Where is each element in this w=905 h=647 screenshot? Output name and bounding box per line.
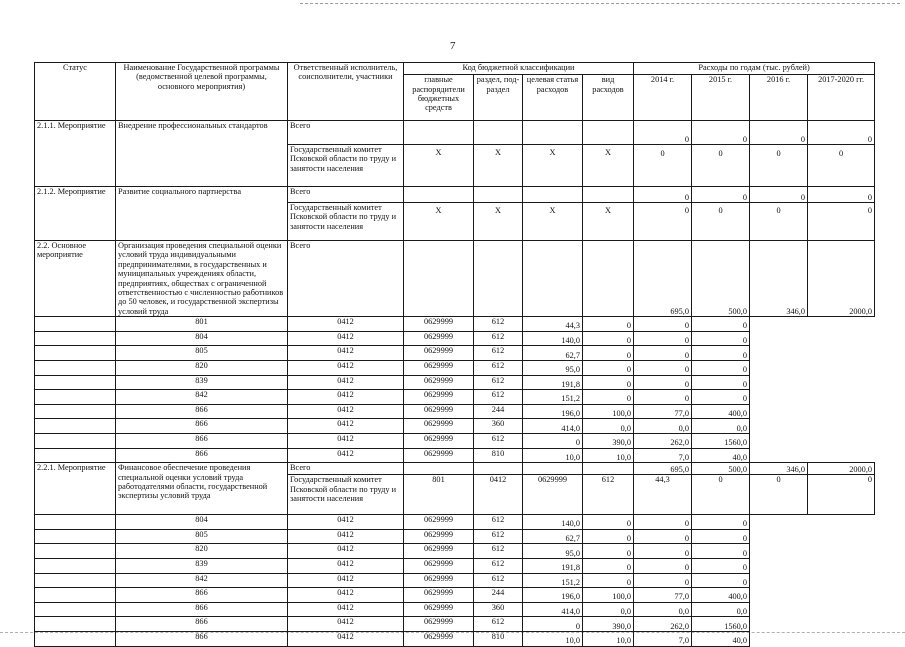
- cell-2016: 0: [634, 529, 692, 544]
- block-221: [35, 463, 875, 515]
- table-row: [35, 588, 875, 603]
- cell-expense-type: 612: [474, 558, 523, 573]
- col-target-item-header: целевая статья расходов: [523, 75, 583, 121]
- row-responsible: [35, 419, 116, 434]
- cell-2015: 0: [692, 187, 750, 203]
- cell-2015: 0: [583, 317, 634, 332]
- col-status-header: Статус: [35, 63, 116, 121]
- cell-section: 0412: [288, 390, 404, 405]
- cell-2014: 196,0: [523, 588, 583, 603]
- cell-2016: 0: [634, 558, 692, 573]
- cell-2015: 500,0: [692, 241, 750, 317]
- cell-chief-admin: 866: [116, 602, 288, 617]
- cell-expense-type: 612: [474, 361, 523, 376]
- cell-2017: 0: [692, 529, 750, 544]
- cell-2015: 0,0: [583, 602, 634, 617]
- cell-target-item: 0629999: [404, 558, 474, 573]
- col-expenses-header: Расходы по годам (тыс. рублей): [634, 63, 875, 75]
- cell-expense-type: 612: [474, 544, 523, 559]
- cell-expense-type: 810: [474, 448, 523, 463]
- row-responsible: [35, 448, 116, 463]
- col-responsible-header: Ответственный исполнитель, соисполнители, участники: [288, 63, 404, 121]
- cell-2014: 191,8: [523, 375, 583, 390]
- cell-2014: 44,3: [634, 475, 692, 515]
- cell-section: 0412: [288, 419, 404, 434]
- cell-2016: 0: [634, 331, 692, 346]
- cell-2015: 0: [583, 544, 634, 559]
- table-row: [35, 346, 875, 361]
- cell-target-item: 0629999: [404, 317, 474, 332]
- cell-expense-type: 244: [474, 588, 523, 603]
- cell-target-item: 0629999: [404, 434, 474, 449]
- cell-expense-type: 612: [583, 475, 634, 515]
- cell-chief-admin: 866: [116, 631, 288, 646]
- cell-2017: 0: [692, 346, 750, 361]
- cell-2016: 0: [634, 390, 692, 405]
- cell-2017: 0: [692, 375, 750, 390]
- cell-2017: 400,0: [692, 588, 750, 603]
- row-responsible: [35, 602, 116, 617]
- cell-target-item: 0629999: [404, 529, 474, 544]
- cell-2014: 95,0: [523, 544, 583, 559]
- block-22-rows: [35, 317, 875, 463]
- col-budget-code-header: Код бюджетной классификации: [404, 63, 634, 75]
- cell-2016: 0: [750, 203, 808, 241]
- cell-2017: 0: [692, 544, 750, 559]
- cell-section: 0412: [288, 631, 404, 646]
- cell-chief-admin: 820: [116, 544, 288, 559]
- cell-expense-type: 612: [474, 617, 523, 632]
- table-row: [35, 558, 875, 573]
- cell-section: 0412: [474, 475, 523, 515]
- cell-expense-type: 612: [474, 434, 523, 449]
- row-responsible: [35, 515, 116, 530]
- cell-2014: 414,0: [523, 419, 583, 434]
- block-221-rows: [35, 515, 875, 646]
- cell-chief-admin: 866: [116, 448, 288, 463]
- cell-2015: 0: [583, 375, 634, 390]
- cell-expense-type: 360: [474, 602, 523, 617]
- cell-2017: 0: [692, 361, 750, 376]
- row-responsible: Всего: [288, 187, 404, 203]
- cell-section: 0412: [288, 375, 404, 390]
- cell-2014: 10,0: [523, 448, 583, 463]
- cell-2014: 0: [634, 203, 692, 241]
- cell-expense-type: 360: [474, 419, 523, 434]
- cell-target-item: 0629999: [404, 617, 474, 632]
- cell-2015: 0: [583, 573, 634, 588]
- cell-target-item: 0629999: [404, 588, 474, 603]
- cell-target-item: 0629999: [404, 346, 474, 361]
- cell-section: 0412: [288, 434, 404, 449]
- cell-chief-admin: 804: [116, 515, 288, 530]
- cell-expense-type: 612: [474, 390, 523, 405]
- row-responsible: [35, 390, 116, 405]
- header-row-1: [35, 63, 875, 75]
- cell-2014: 695,0: [634, 463, 692, 475]
- cell-2017: 0: [692, 390, 750, 405]
- cell-2014: 0: [634, 187, 692, 203]
- row-responsible: [35, 404, 116, 419]
- cell-2014: 0: [634, 145, 692, 187]
- cell-2014: 196,0: [523, 404, 583, 419]
- cell-2017: 0: [692, 515, 750, 530]
- cell-2014: 695,0: [634, 241, 692, 317]
- row-responsible: Всего: [288, 463, 404, 475]
- cell-2016: 77,0: [634, 404, 692, 419]
- cell-2015: 0: [583, 346, 634, 361]
- cell-2014: 62,7: [523, 529, 583, 544]
- cell-section: 0412: [288, 573, 404, 588]
- row-responsible: [35, 617, 116, 632]
- cell-section: Х: [474, 203, 523, 241]
- cell-2017: 1560,0: [692, 617, 750, 632]
- cell-chief-admin: 804: [116, 331, 288, 346]
- cell-2016: 0: [750, 475, 808, 515]
- cell-2014: 140,0: [523, 331, 583, 346]
- cell-section: 0412: [288, 331, 404, 346]
- cell-2014: 0: [634, 121, 692, 145]
- table-row: [35, 515, 875, 530]
- cell-chief-admin: 805: [116, 529, 288, 544]
- table-row: [35, 241, 875, 317]
- table-row: [35, 419, 875, 434]
- cell-2015: 0: [692, 121, 750, 145]
- cell-2017: 2000,0: [808, 463, 875, 475]
- table-row: [35, 375, 875, 390]
- cell-section: 0412: [288, 317, 404, 332]
- cell-2014: 191,8: [523, 558, 583, 573]
- cell-2016: 0,0: [634, 602, 692, 617]
- table-row: [35, 121, 875, 145]
- table-row: [35, 463, 875, 475]
- cell-2017: 0,0: [692, 419, 750, 434]
- cell-chief-admin: 801: [116, 317, 288, 332]
- cell-section: 0412: [288, 448, 404, 463]
- cell-2015: 0: [583, 558, 634, 573]
- cell-chief-admin: 866: [116, 419, 288, 434]
- table-row: [35, 434, 875, 449]
- row-responsible: [35, 317, 116, 332]
- col-chief-admin-header: главные распорядители бюджетных средств: [404, 75, 474, 121]
- cell-2015: 500,0: [692, 463, 750, 475]
- cell-target-item: 0629999: [404, 331, 474, 346]
- table-row: [35, 573, 875, 588]
- page-number: 7: [450, 40, 456, 52]
- cell-2015: 0: [692, 203, 750, 241]
- cell-section: 0412: [288, 346, 404, 361]
- cell-chief-admin: 805: [116, 346, 288, 361]
- cell-expense-type: Х: [583, 145, 634, 187]
- scan-edge-top: [300, 3, 900, 4]
- cell-expense-type: 612: [474, 375, 523, 390]
- col-2014-header: 2014 г.: [634, 75, 692, 121]
- cell-2014: 414,0: [523, 602, 583, 617]
- cell-2017: 0: [808, 187, 875, 203]
- row-responsible: [35, 434, 116, 449]
- cell-2017: 0: [692, 558, 750, 573]
- cell-expense-type: 244: [474, 404, 523, 419]
- row-responsible: [35, 588, 116, 603]
- cell-2015: 100,0: [583, 404, 634, 419]
- cell-2016: 0: [750, 145, 808, 187]
- row-status: 2.1.2. Мероприятие: [35, 187, 116, 241]
- cell-section: 0412: [288, 602, 404, 617]
- cell-expense-type: 612: [474, 529, 523, 544]
- cell-2017: 0: [808, 475, 875, 515]
- cell-2015: 0: [583, 361, 634, 376]
- cell-expense-type: 810: [474, 631, 523, 646]
- cell-2014: 0: [523, 617, 583, 632]
- table-row: [35, 617, 875, 632]
- cell-target-item: 0629999: [404, 602, 474, 617]
- row-responsible: [35, 631, 116, 646]
- cell-2017: 40,0: [692, 631, 750, 646]
- row-name: Финансовое обеспечение проведения специальной оценки условий труда работодателями области, государственной экспертизы условий труда: [116, 463, 288, 515]
- cell-section: 0412: [288, 529, 404, 544]
- cell-chief-admin: 866: [116, 588, 288, 603]
- cell-section: 0412: [288, 361, 404, 376]
- cell-2017: 400,0: [692, 404, 750, 419]
- table-row: [35, 390, 875, 405]
- cell-chief-admin: 842: [116, 390, 288, 405]
- cell-section: 0412: [288, 588, 404, 603]
- cell-2016: 0: [750, 121, 808, 145]
- cell-2016: 0: [634, 375, 692, 390]
- cell-2017: 0: [808, 203, 875, 241]
- table-row: [35, 361, 875, 376]
- cell-2014: 62,7: [523, 346, 583, 361]
- cell-target-item: 0629999: [404, 631, 474, 646]
- cell-2016: 262,0: [634, 617, 692, 632]
- cell-section: 0412: [288, 404, 404, 419]
- cell-2015: 10,0: [583, 448, 634, 463]
- row-responsible: [35, 558, 116, 573]
- cell-section: 0412: [288, 617, 404, 632]
- table-row: [35, 404, 875, 419]
- cell-2016: 0: [750, 187, 808, 203]
- cell-target-item: 0629999: [523, 475, 583, 515]
- cell-2016: 0: [634, 515, 692, 530]
- cell-expense-type: 612: [474, 573, 523, 588]
- row-status: 2.2.1. Мероприятие: [35, 463, 116, 515]
- cell-2016: 0: [634, 544, 692, 559]
- cell-target-item: Х: [523, 145, 583, 187]
- cell-2015: 0: [583, 331, 634, 346]
- cell-section: Х: [474, 145, 523, 187]
- cell-expense-type: 612: [474, 331, 523, 346]
- cell-target-item: 0629999: [404, 515, 474, 530]
- table-row: [35, 448, 875, 463]
- row-responsible: [35, 544, 116, 559]
- table-row: [35, 331, 875, 346]
- cell-2017: 0: [808, 121, 875, 145]
- cell-target-item: Х: [523, 203, 583, 241]
- cell-2014: 44,3: [523, 317, 583, 332]
- cell-section: 0412: [288, 544, 404, 559]
- cell-2015: 0: [692, 145, 750, 187]
- cell-2014: 151,2: [523, 573, 583, 588]
- col-2017-header: 2017-2020 гг.: [808, 75, 875, 121]
- cell-2017: 0: [692, 573, 750, 588]
- row-name: Внедрение профессиональных стандартов: [116, 121, 288, 187]
- table-row: [35, 602, 875, 617]
- cell-2017: 2000,0: [808, 241, 875, 317]
- cell-2015: 0: [583, 529, 634, 544]
- cell-2015: 0,0: [583, 419, 634, 434]
- cell-2016: 0: [634, 346, 692, 361]
- cell-2016: 0: [634, 317, 692, 332]
- cell-chief-admin: 842: [116, 573, 288, 588]
- cell-2017: 0,0: [692, 602, 750, 617]
- row-responsible: [35, 361, 116, 376]
- cell-2016: 77,0: [634, 588, 692, 603]
- cell-2014: 95,0: [523, 361, 583, 376]
- row-responsible: [35, 346, 116, 361]
- cell-2014: 10,0: [523, 631, 583, 646]
- col-section-header: раздел, под-раздел: [474, 75, 523, 121]
- cell-2014: 0: [523, 434, 583, 449]
- row-responsible: Всего: [288, 241, 404, 317]
- cell-2017: 0: [808, 145, 875, 187]
- cell-target-item: 0629999: [404, 544, 474, 559]
- table-row: [35, 529, 875, 544]
- cell-target-item: 0629999: [404, 390, 474, 405]
- col-2015-header: 2015 г.: [692, 75, 750, 121]
- cell-chief-admin: 801: [404, 475, 474, 515]
- cell-2016: 0,0: [634, 419, 692, 434]
- col-expense-type-header: вид расходов: [583, 75, 634, 121]
- row-status: 2.2. Основное мероприятие: [35, 241, 116, 317]
- cell-target-item: 0629999: [404, 448, 474, 463]
- table-row: [35, 631, 875, 646]
- table-row: [35, 187, 875, 203]
- cell-target-item: 0629999: [404, 419, 474, 434]
- row-name: Организация проведения специальной оценки условий труда индивидуальными предпринимателями, в государственных и муниципальных учреждениях области, предприятиях, обществах с ограниченной ответственностью с численностью работников до 50 человек, и государственной экспертизы условий труда: [116, 241, 288, 317]
- cell-2016: 346,0: [750, 463, 808, 475]
- table-row: [35, 317, 875, 332]
- cell-2015: 0: [692, 475, 750, 515]
- cell-2014: 140,0: [523, 515, 583, 530]
- cell-chief-admin: Х: [404, 145, 474, 187]
- cell-chief-admin: 839: [116, 558, 288, 573]
- cell-target-item: 0629999: [404, 375, 474, 390]
- cell-chief-admin: 866: [116, 404, 288, 419]
- cell-2017: 0: [692, 331, 750, 346]
- cell-target-item: 0629999: [404, 573, 474, 588]
- cell-2016: 7,0: [634, 448, 692, 463]
- cell-chief-admin: 839: [116, 375, 288, 390]
- cell-2016: 346,0: [750, 241, 808, 317]
- cell-target-item: 0629999: [404, 404, 474, 419]
- cell-2017: 0: [692, 317, 750, 332]
- cell-target-item: 0629999: [404, 361, 474, 376]
- cell-expense-type: Х: [583, 203, 634, 241]
- row-responsible: Государственный комитет Псковской области по труду и занятости населения: [288, 203, 404, 241]
- cell-2014: 151,2: [523, 390, 583, 405]
- table-row: [35, 544, 875, 559]
- col-2016-header: 2016 г.: [750, 75, 808, 121]
- col-name-header: Наименование Государственной программы (ведомственной целевой программы, основного мероприятия): [116, 63, 288, 121]
- row-name: Развитие социального партнерства: [116, 187, 288, 241]
- cell-section: 0412: [288, 515, 404, 530]
- cell-chief-admin: 820: [116, 361, 288, 376]
- row-responsible: [35, 331, 116, 346]
- cell-expense-type: 612: [474, 515, 523, 530]
- cell-2015: 390,0: [583, 434, 634, 449]
- cell-2017: 1560,0: [692, 434, 750, 449]
- cell-section: 0412: [288, 558, 404, 573]
- budget-table: [34, 62, 875, 647]
- cell-chief-admin: 866: [116, 434, 288, 449]
- row-responsible: [35, 529, 116, 544]
- cell-expense-type: 612: [474, 317, 523, 332]
- cell-2016: 0: [634, 573, 692, 588]
- row-responsible: Всего: [288, 121, 404, 145]
- cell-expense-type: 612: [474, 346, 523, 361]
- cell-chief-admin: 866: [116, 617, 288, 632]
- row-responsible: [35, 375, 116, 390]
- cell-2015: 390,0: [583, 617, 634, 632]
- cell-chief-admin: Х: [404, 203, 474, 241]
- row-status: 2.1.1. Мероприятие: [35, 121, 116, 187]
- row-responsible: [35, 573, 116, 588]
- cell-2015: 10,0: [583, 631, 634, 646]
- row-responsible: Государственный комитет Псковской области по труду и занятости населения: [288, 145, 404, 187]
- cell-2015: 0: [583, 390, 634, 405]
- cell-2017: 40,0: [692, 448, 750, 463]
- cell-2015: 0: [583, 515, 634, 530]
- cell-2016: 7,0: [634, 631, 692, 646]
- row-responsible: Государственный комитет Псковской области по труду и занятости населения: [288, 475, 404, 515]
- cell-2015: 100,0: [583, 588, 634, 603]
- cell-2016: 262,0: [634, 434, 692, 449]
- cell-2016: 0: [634, 361, 692, 376]
